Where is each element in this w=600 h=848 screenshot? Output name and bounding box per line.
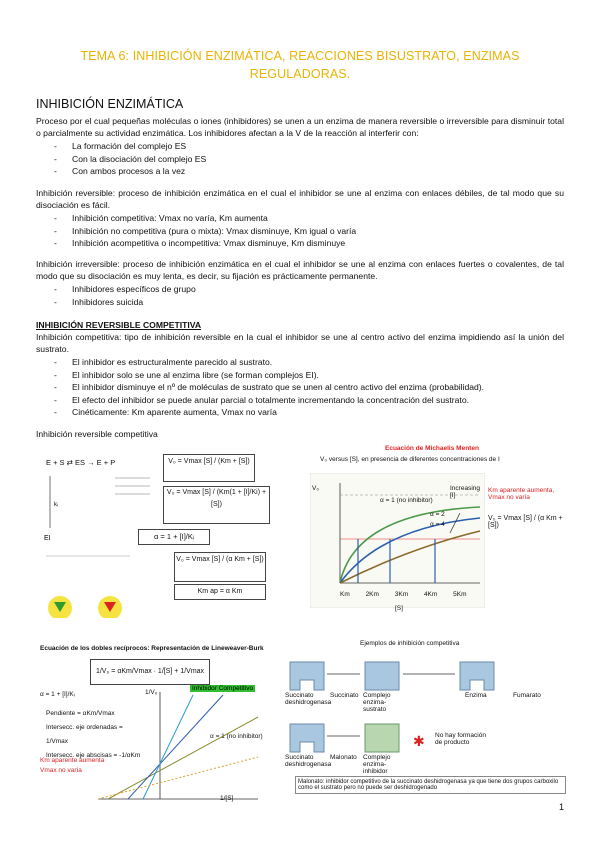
list-item: - El efecto del inhibidor se puede anular parcial o totalmente incrementando la concentración del sustrato. [52,394,484,407]
scheme-reaction: E + S ⇄ ES → E + P [46,458,116,467]
mm-title: Ecuación de Michaelis Menten [385,445,479,452]
svg-text:✱: ✱ [413,733,425,749]
mm-equation: V₀ = Vmax [S] / (α Km + [S]) [488,515,563,529]
svg-text:kᵢ: kᵢ [54,502,58,508]
list-item: - La formación del complejo ES [52,140,206,153]
page-number: 1 [558,802,564,812]
irreversible-list [52,283,196,308]
lb-note-km: Km aparente aumenta [40,757,105,764]
examples-diagram [285,652,565,772]
list-item: - El inhibidor solo se une al enzima libre (se forman complejos EI). [52,369,484,382]
list-item: - Inhibidores suicida [52,296,196,309]
lb-chart [98,687,263,812]
svg-text:EI: EI [44,535,51,542]
equation-alpha: V₀ = Vmax [S] / (α Km + [S]) [174,552,266,582]
xtick: 3Km [394,591,409,598]
example-label: Malonato [330,754,357,761]
competitive-heading: INHIBICIÓN REVERSIBLE COMPETITIVA [36,320,202,330]
mm-alpha4: α = 4 [430,521,445,528]
list-item: - Cinéticamente: Km aparente aumenta, Vmax no varía [52,406,484,419]
mm-note: Km aparente aumenta, Vmax no varía [488,487,555,501]
lb-xlabel: 1/[S] [220,795,234,802]
example-label: No hay formación de producto [435,732,486,746]
list-item: - Inhibidores específicos de grupo [52,283,196,296]
lb-ylabel: 1/V₀ [145,689,158,696]
list-item: Pendiente = αKm/Vmax [46,710,115,717]
list-item: - Inhibición competitiva: Vmax no varía, Km aumenta [52,212,356,225]
example-label: Succinato deshidrogenasa [285,692,332,706]
competitive-paragraph: Inhibición competitiva: tipo de inhibición reversible en la cual el inhibidor se une al centro activo del enzima impidiendo así la unión del sustrato. [36,332,564,354]
mm-subtitle: V₀ versus [S], en presencia de diferentes concentraciones de I [320,456,500,463]
figure-caption: Inhibición reversible competitiva [36,429,158,439]
list-item: - Con la disociación del complejo ES [52,153,206,166]
irreversible-paragraph: Inhibición irreversible: proceso de inhibición enzimática en el cual el inhibidor se une al enzima con enlaces fuertes o covalentes, de tal modo que su disociación es muy lenta, es decir, su fijación es prácticamente permanente. [36,259,564,281]
xtick: 4Km [423,591,438,598]
list-item: - Inhibición acompetitiva o incompetitiva: Vmax disminuye, Km disminuye [52,237,356,250]
intro-list [52,140,206,178]
equation-mm: V₀ = Vmax [S] / (Km + [S]) [163,454,255,482]
competitive-list [52,356,484,419]
intro-paragraph: Proceso por el cual pequeñas moléculas o iones (inhibidores) se unen a un enzima de manera reversible o irreversible para disminuir total o parcialmente su actividad enzimática. Los inhibidores afectan a la V de la reacción al interferir con: [36,116,564,138]
list-item: Intersecc. eje ordenadas = 1/Vmax [46,724,123,745]
scheme-figure [40,448,285,628]
reversible-list [52,212,356,250]
mm-xlabel: [S] [395,605,403,612]
list-item: - El inhibidor disminuye el nº de moléculas de sustrato que se unen al centro activo del enzima (probabilidad). [52,381,484,394]
example-label: Succinato deshidrogenasa [285,754,332,768]
list-item: - Inhibición no competitiva (pura o mixta): Vmax disminuye, Km igual o varía [52,225,356,238]
lb-title: Ecuación de los dobles recíprocos: Representación de Lineweaver-Burk [40,645,264,652]
mm-ylabel: V₀ [312,485,320,492]
xtick: 5Km [453,591,467,598]
lb-alpha: α = 1 + [I]/Kᵢ [40,691,75,698]
list-item: - Con ambos procesos a la vez [52,165,206,178]
km-apparent: Km ap = α Km [174,584,266,600]
mm-xticks [340,591,480,598]
equation-competitive: V₀ = Vmax [S] / (Km(1 + [I]/Ki) + [S]) [163,486,270,524]
example-label: Complejo enzima-inhibidor [363,754,391,775]
lb-note-vmax: Vmax no varía [40,767,82,774]
mm-increasing: Increasing [I] [450,485,480,499]
xtick: 2Km [365,591,379,598]
page-title: TEMA 6: INHIBICIÓN ENZIMÁTICA, REACCIONES BISUSTRATO, ENZIMAS REGULADORAS. [80,49,520,81]
examples-figure [285,640,565,805]
alpha-definition: α = 1 + [I]/Kᵢ [138,529,210,545]
examples-note: Malonato: inhibidor competitivo de la succinato deshidrogenasa ya que tiene dos grupos carboxilo como el sustrato pero no puede ser deshidrogenado [295,776,566,794]
example-label: Complejo enzima-sustrato [363,692,391,713]
mm-alpha2: α = 2 [430,511,445,518]
mm-no-inhibitor: α = 1 (no inhibitor) [380,497,433,504]
lb-line-label: α = 1 (no inhibitor) [210,733,263,740]
lb-legend: Inhibidor Competitivo [192,685,254,692]
lb-figure [40,645,265,805]
lb-equation: 1/V₀ = αKm/Vmax · 1/[S] + 1/Vmax [90,659,210,685]
example-label: Succinato [330,692,359,699]
xtick: Km [340,591,350,598]
mm-figure [300,445,565,625]
list-item: Intersecc. eje abscisas = -1/αKm [46,752,141,759]
reversible-paragraph: Inhibición reversible: proceso de inhibición enzimática en el cual el inhibidor se une al enzima con enlaces débiles, de tal modo que su disociación es fácil. [36,188,564,210]
example-label: Fumarato [513,692,541,699]
list-item: - El inhibidor es estructuralmente parecido al sustrato. [52,356,484,369]
example-label: Enzima [465,692,487,699]
section-title: INHIBICIÓN ENZIMÁTICA [36,97,184,111]
examples-title: Ejemplos de inhibición competitiva [360,640,460,647]
